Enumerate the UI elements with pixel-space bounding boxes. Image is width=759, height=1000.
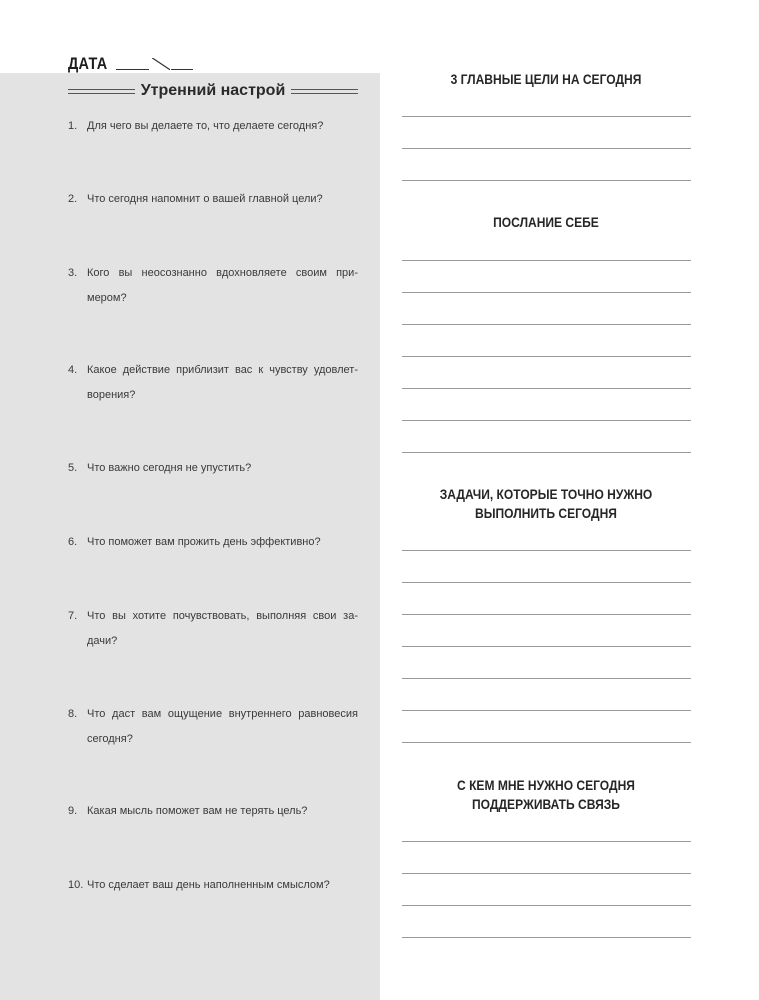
question-text: Что поможет вам прожить день эффективно? (87, 536, 321, 548)
morning-section-title (68, 80, 358, 102)
question-text: Что сделает ваш день наполненным смыслом? (87, 879, 330, 891)
question-number: 4. (68, 364, 78, 376)
goal-line[interactable] (402, 180, 691, 181)
question-text-cont: мером? (87, 291, 127, 304)
message-line[interactable] (402, 356, 691, 357)
message-heading: ПОСЛАНИЕ СЕБЕ (493, 214, 599, 230)
question-text: Что даст вам ощущение внутреннего равновесия (87, 708, 358, 720)
question-text: Какая мысль поможет вам не терять цель? (87, 805, 308, 817)
question-item (68, 604, 358, 653)
question-text-cont: сегодня? (87, 732, 133, 745)
question-item (68, 261, 358, 310)
question-text: Что важно сегодня не упустить? (87, 462, 252, 474)
task-line[interactable] (402, 646, 691, 647)
title-rule-right (291, 89, 358, 94)
question-number: 3. (68, 267, 78, 279)
message-line[interactable] (402, 452, 691, 453)
date-label: ДАТА (68, 54, 108, 73)
question-text: Для чего вы делаете то, что делаете сегодня? (87, 120, 324, 132)
question-item (68, 187, 358, 212)
contact-heading-line1: С КЕМ МНЕ НУЖНО СЕГОДНЯ (457, 777, 635, 793)
question-text-cont: ворения? (87, 388, 136, 401)
tasks-heading-line2: ВЫПОЛНИТЬ СЕГОДНЯ (475, 505, 617, 521)
contact-line[interactable] (402, 905, 691, 906)
message-line[interactable] (402, 388, 691, 389)
question-number: 2. (68, 193, 78, 205)
question-number: 9. (68, 805, 78, 817)
question-item (68, 799, 358, 824)
question-number: 7. (68, 610, 78, 622)
question-item (68, 114, 358, 139)
task-line[interactable] (402, 710, 691, 711)
task-line[interactable] (402, 614, 691, 615)
task-line[interactable] (402, 742, 691, 743)
question-number: 8. (68, 708, 78, 720)
message-line[interactable] (402, 292, 691, 293)
goal-line[interactable] (402, 116, 691, 117)
question-text-cont: дачи? (87, 634, 118, 647)
message-line[interactable] (402, 420, 691, 421)
question-number: 6. (68, 536, 78, 548)
question-text: Что сегодня напомнит о вашей главной цели? (87, 193, 323, 205)
question-number: 5. (68, 462, 78, 474)
question-item (68, 358, 358, 407)
date-separator (152, 58, 170, 70)
task-line[interactable] (402, 582, 691, 583)
message-line[interactable] (402, 324, 691, 325)
question-item (68, 530, 358, 555)
goals-heading: 3 ГЛАВНЫЕ ЦЕЛИ НА СЕГОДНЯ (450, 71, 642, 87)
message-line[interactable] (402, 260, 691, 261)
task-line[interactable] (402, 550, 691, 551)
date-day-blank[interactable] (116, 68, 149, 70)
task-line[interactable] (402, 678, 691, 679)
question-number: 1. (68, 120, 78, 132)
question-item (68, 456, 358, 481)
morning-title-text: Утренний настрой (140, 82, 286, 99)
question-item (68, 702, 358, 751)
date-field (68, 50, 193, 74)
question-item (68, 873, 358, 898)
contact-line[interactable] (402, 873, 691, 874)
contact-line[interactable] (402, 841, 691, 842)
question-text: Какое действие приблизит вас к чувству удовлет- (87, 364, 358, 376)
contact-heading-line2: ПОДДЕРЖИВАТЬ СВЯЗЬ (472, 796, 620, 812)
question-text: Кого вы неосознанно вдохновляете своим при- (87, 267, 358, 279)
date-month-blank[interactable] (171, 68, 193, 70)
title-rule-left (68, 89, 135, 94)
tasks-heading-line1: ЗАДАЧИ, КОТОРЫЕ ТОЧНО НУЖНО (439, 486, 653, 502)
question-number: 10. (68, 879, 84, 891)
goal-line[interactable] (402, 148, 691, 149)
contact-line[interactable] (402, 937, 691, 938)
question-text: Что вы хотите почувствовать, выполняя свои за- (87, 610, 358, 622)
